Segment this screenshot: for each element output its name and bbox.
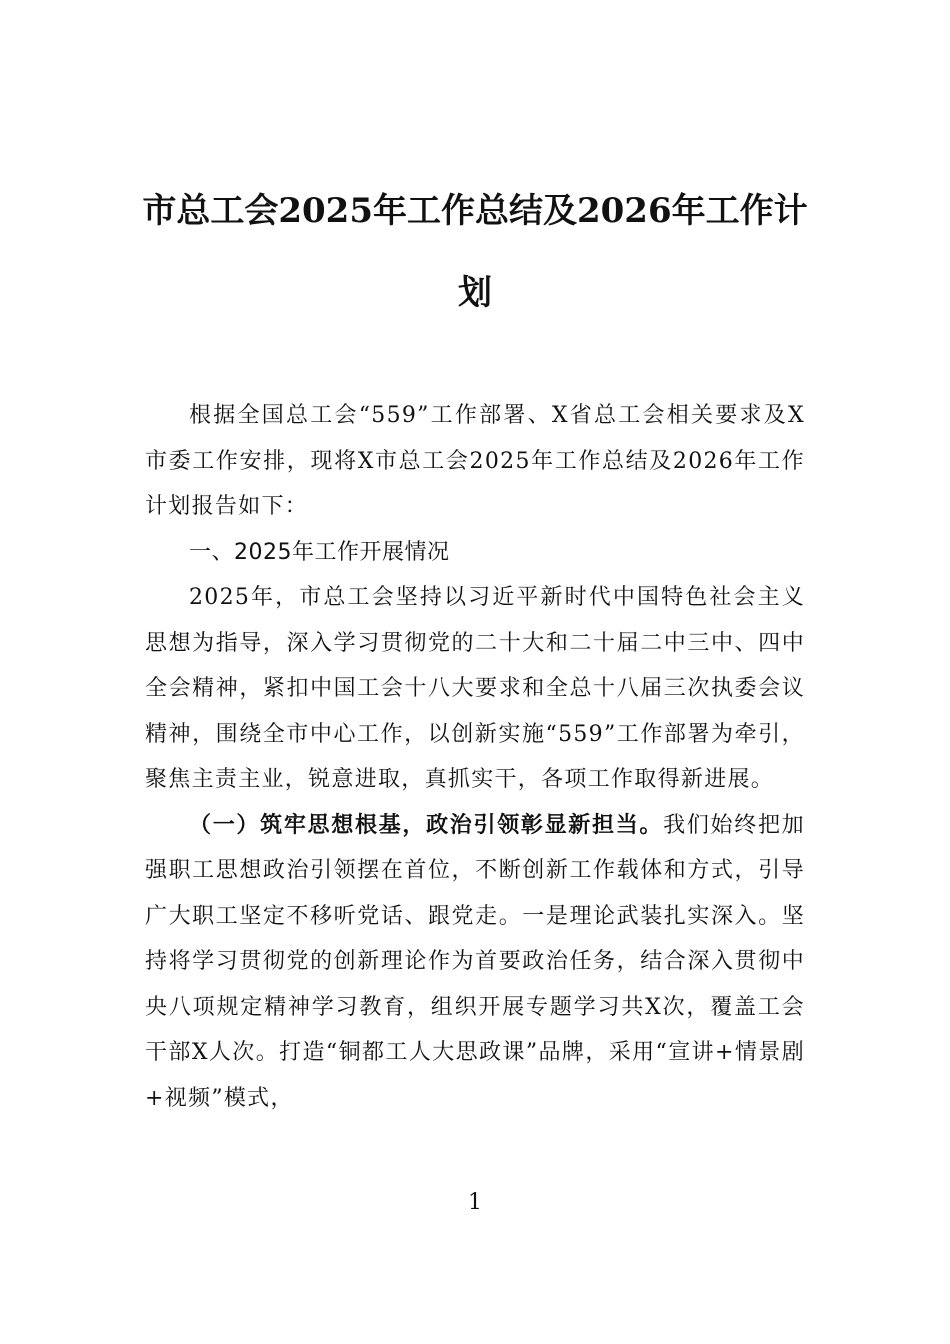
document-body bbox=[145, 393, 805, 1121]
document-title: 市总工会2025年工作总结及2026年工作计划 bbox=[142, 191, 808, 313]
page-number: 1 bbox=[468, 1190, 482, 1215]
subsection-lead: （一）筑牢思想根基，政治引领彰显新担当。 bbox=[189, 811, 664, 838]
intro-paragraph: 根据全国总工会“559”工作部署、X省总工会相关要求及X市委工作安排，现将X市总工会2025年工作总结及2026年工作计划报告如下： bbox=[145, 403, 805, 519]
subsection-paragraph bbox=[145, 803, 805, 1122]
section-paragraph: 2025年，市总工会坚持以习近平新时代中国特色社会主义思想为指导，深入学习贯彻党的二十大和二十届二中三中、四中全会精神，紧扣中国工会十八大要求和全总十八届三次执委会议精神，围绕全市中心工作，以创新实施“559”工作部署为牵引，聚焦主责主业，锐意进取，真抓实干，各项工作取得新进展。 bbox=[145, 585, 805, 792]
section-heading: 一、2025年工作开展情况 bbox=[189, 539, 450, 565]
subsection-text: 我们始终把加强职工思想政治引领摆在首位，不断创新工作载体和方式，引导广大职工坚定不移听党话、跟党走。一是理论武装扎实深入。坚持将学习贯彻党的创新理论作为首要政治任务，结合深入贯彻中央八项规定精神学习教育，组织开展专题学习共X次，覆盖工会干部X人次。打造“铜都工人大思政课”品牌，采用“宣讲+情景剧+视频”模式， bbox=[145, 812, 805, 1111]
